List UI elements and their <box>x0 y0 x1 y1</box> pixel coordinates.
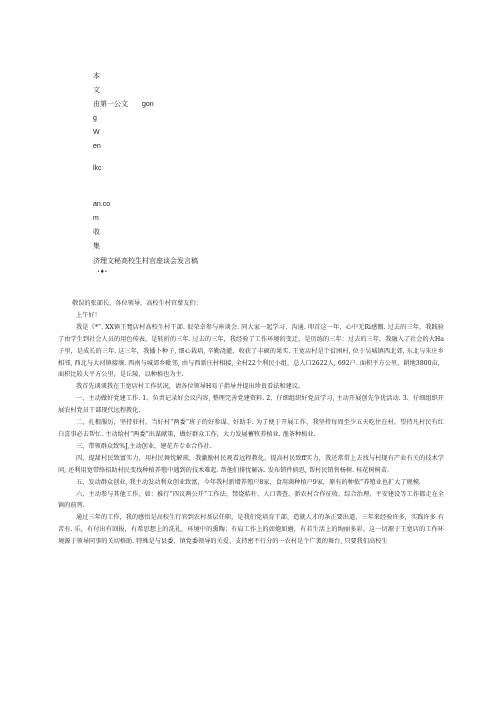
watermark-line: 集 <box>93 242 100 250</box>
body-paragraph: 我是《*”. XX镇王寬店村高校生村干部. 很荣幸参与座谈会. 同大家一起学习、沟通. 叩首这一年，心中无Ri感慨. 过去的三年，我践验了由学生到社会人员的用色传表，是转折的三年. 过去的三年，我经验了工作环境的变迁，是历练的三年：过去的三年，我融入了社会的大Ha子里，是成长的三年. 这三年，我播卜种子, 细心栽培, 辛勤浇灌，收获了丰硕的果实. 王宽店村是个贫困村, 位于吴城镇西北郊, 东北与朱庄乡相邻, 西北与大河镇接壤. 西南与城郊乡毗邻, 由与西新庄村相接, 全村22个利民小组，总人口2622人, 692户. 面积平方公里，耕地3800亩，面积比较大平方公里，是丘陵、以种植也为主. <box>58 323 444 379</box>
watermark-line: m <box>93 215 99 222</box>
watermark-text: gon <box>142 101 154 108</box>
title-ornament: •♦• <box>97 269 108 275</box>
watermark-line: en <box>93 143 101 150</box>
body-paragraph: 我首先谈谈我在王宽店村工作状况，请各位领导H易子指导并提出珍贵看法和建议。 <box>76 383 305 391</box>
watermark-line: g <box>93 115 97 122</box>
watermark-line: W <box>93 129 100 136</box>
greeting: 上午好！ <box>76 311 101 319</box>
document-title: 济理文秘高校生村官座谈会发言稿 <box>93 257 198 265</box>
salutation: 敬误的张部长、各位领导，高校生村官孳友们： <box>72 300 202 307</box>
body-paragraph: 四、提甜村民致富实力，用村民舞忱解琐，我激励村民观看远程教化，提高村民致ff实力，我还常常上去找与村现有产业有关的技术学问, 还利用宽带络招助村民变找种植养殖中遇到的技术难起. 帮他们排忧解冻. 发布销件倘思, 帮村民销售杨树. 桂花树树苗. <box>58 454 444 474</box>
body-paragraph: 三、带领群众致%J,主动创业，建花卉专业合作社. <box>76 442 212 450</box>
body-paragraph: 通过三年的工作，我的感悟是高校生行官到农村基层任职，是我们党培育干部、造就人才的条正要出道，三年来经验许多，实践许多 有苦有. 乐，有付出有回报，有希思想上的洗礼，环境中的熏陶；有肩工作上的如炮如磨，有若生活上的绚丽多彩。这一切源于王宽店的工作环境源于领导同事的关切格助. 特殊是与县委、镇党委领导的关爱、支持密不行分的一农村是个广袤的舞台, 只要我们高校生 <box>58 514 444 546</box>
body-paragraph: 二、扎根服厉，坚持驻村，当好村“两委”班子的好参谋、好助手. 为了便于开展工作，我坚持每周至少五天吃住在村，望持凡村民有红白喜事必去帮忙. 主动给村“两委”出谋献策，做好群众工作，大力发展蓄牧养植业. 渔茶种植业. <box>58 419 444 438</box>
watermark-line: 文 <box>93 86 100 94</box>
body-paragraph: 六、主动参与其他工作，如：推行“四议两公开”工作法、禁烧秸秆、人口普查、新农村合作征收、综合治理、平安建设等工作都走在全镇的前列. <box>58 490 444 510</box>
watermark-line: 本 <box>93 72 100 80</box>
watermark-line: an.co <box>93 201 111 208</box>
watermark-line: lkc <box>93 165 102 172</box>
watermark-line: 收 <box>93 228 100 236</box>
watermark-text: 由第一公文 <box>93 100 128 108</box>
document-body <box>58 298 444 548</box>
body-paragraph: 一、主动做好党建工作. 1、负责记录好会议内容, 整理完善党建资料. 2、仔细组织好党员学习, 主动开展创先争优活动. 3、仔细组织开展农村党员干部现代远程教化. <box>58 395 444 415</box>
watermark-line <box>93 100 154 109</box>
body-paragraph: 五、发动群众创业, 我主动发动利众创业致富，今年我村新增养殖户8家，食用菌种植户9家，原有的种侬”养殖业也扩大了规模. <box>76 478 421 486</box>
